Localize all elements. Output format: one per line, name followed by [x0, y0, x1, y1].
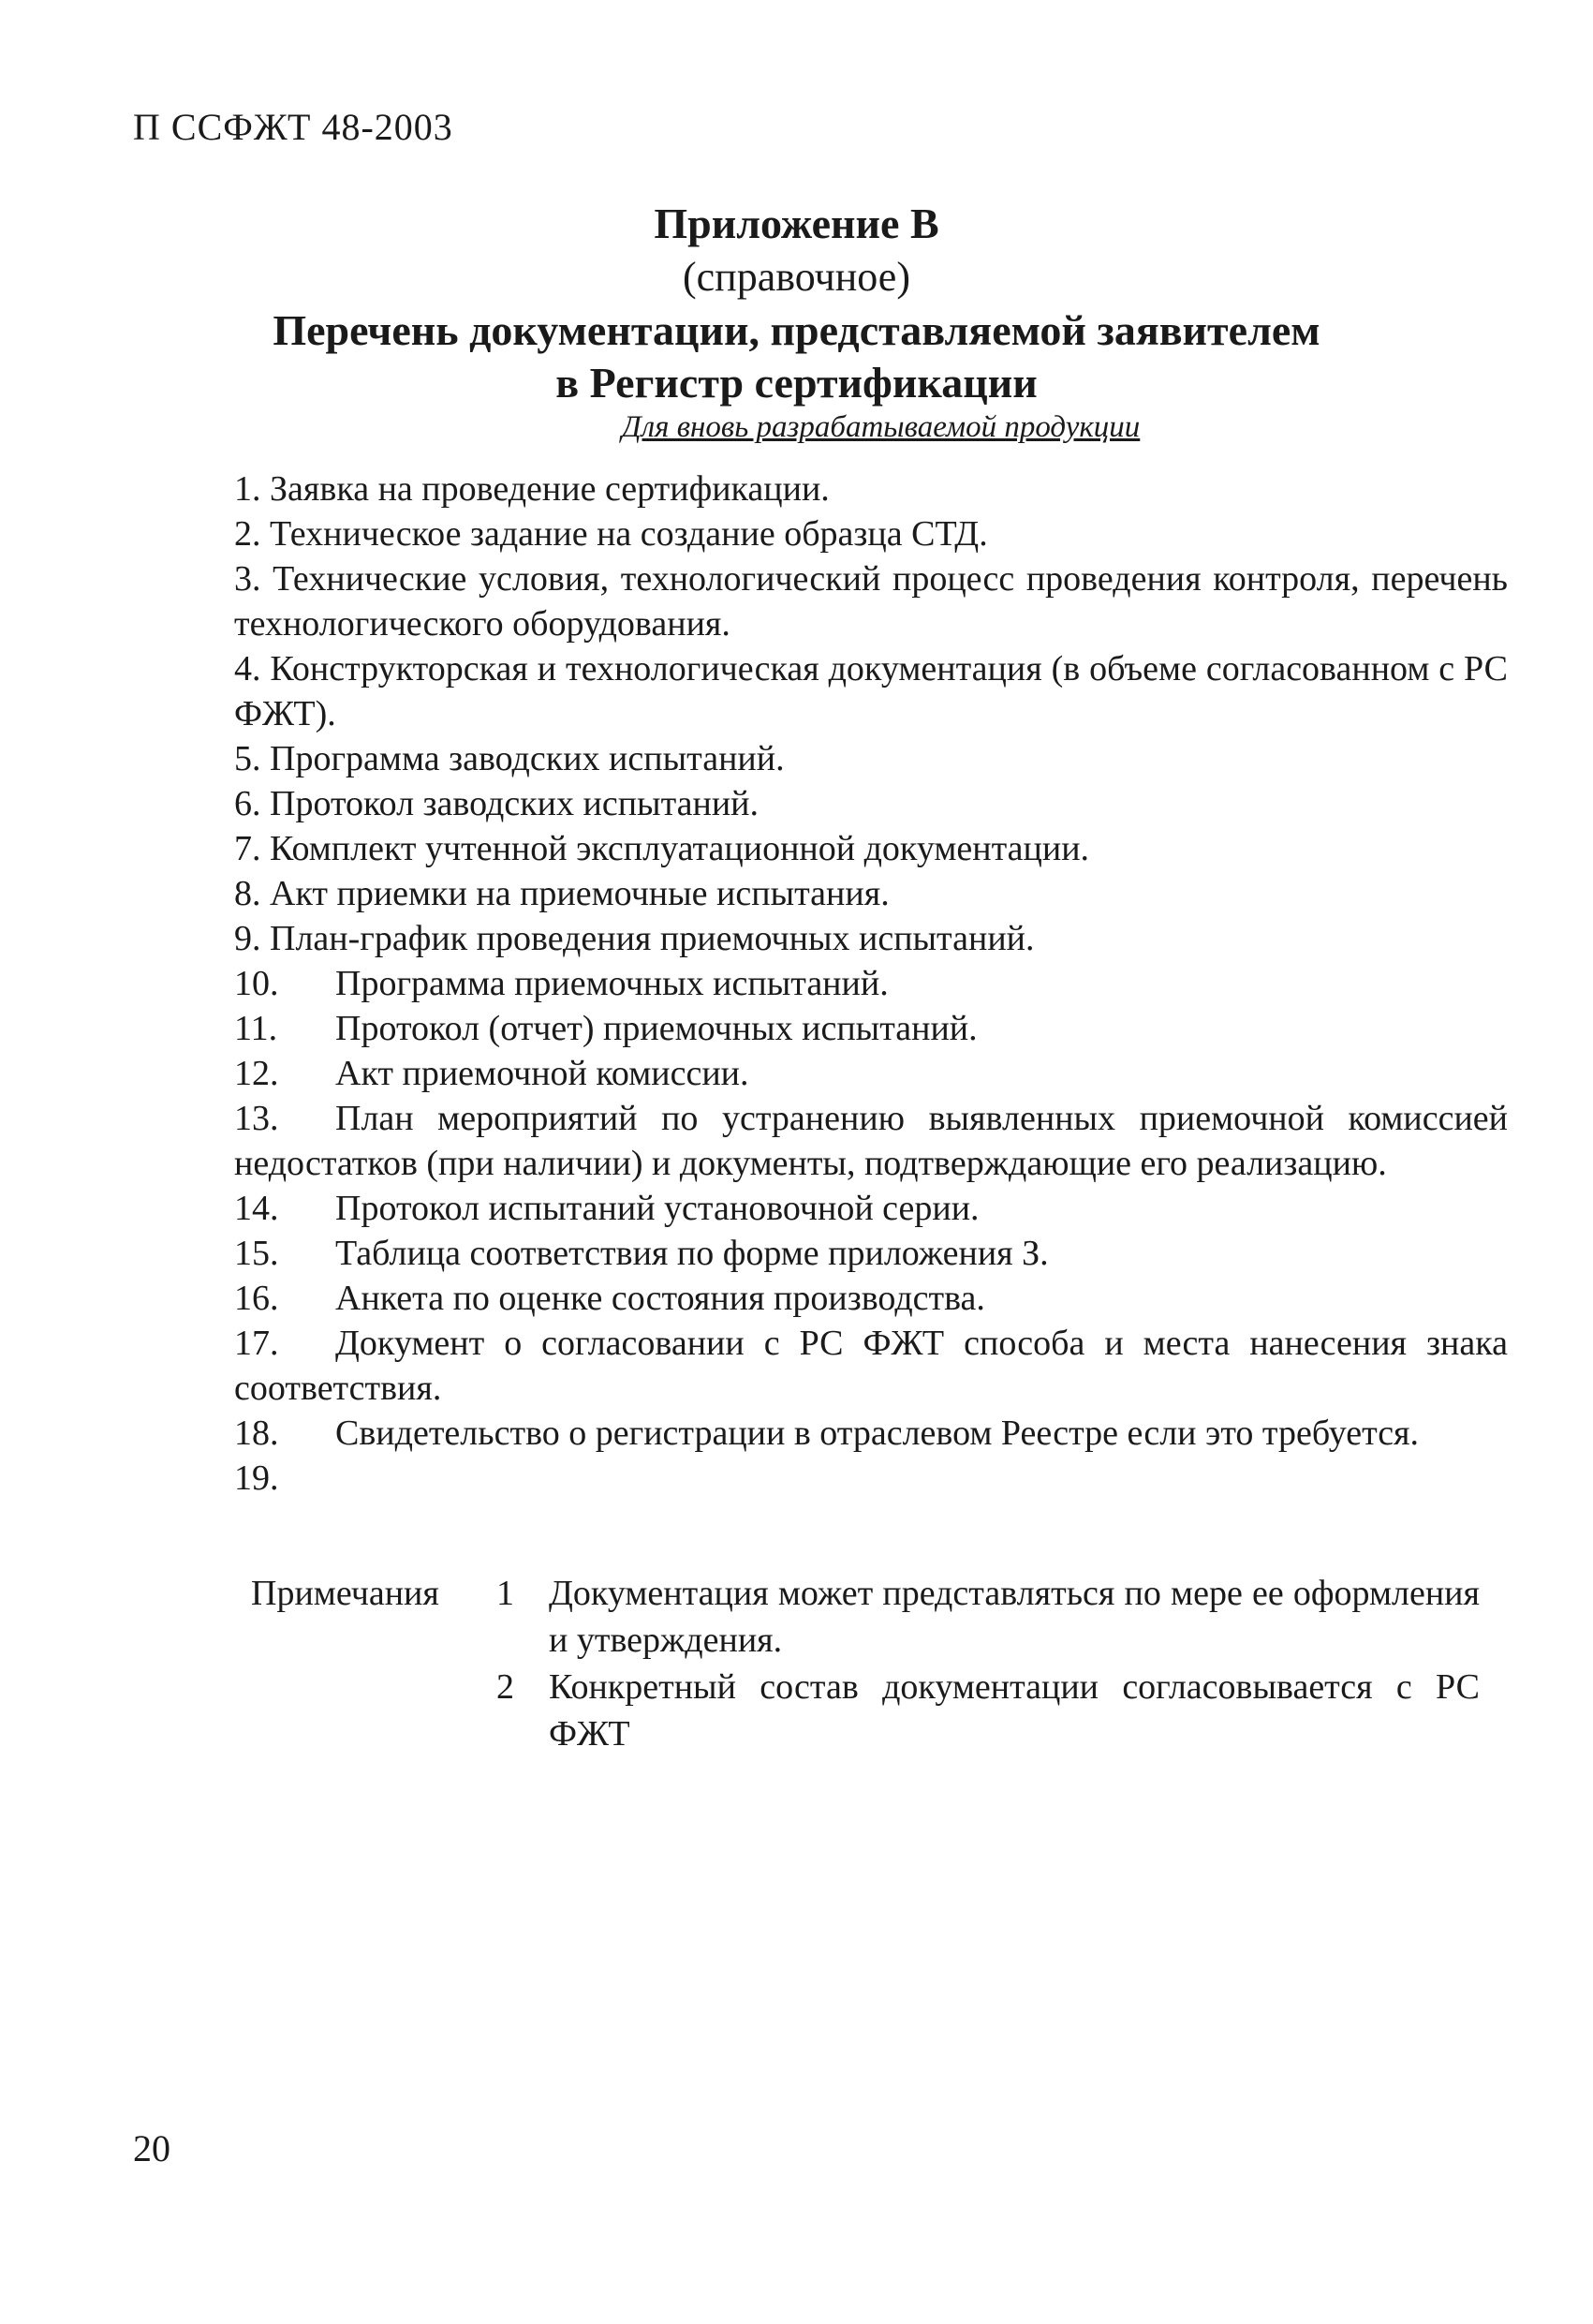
list-item-number: 13. — [234, 1099, 279, 1138]
note-text: Конкретный состав документации согласовывается с РС ФЖТ — [549, 1667, 1480, 1754]
documentation-list — [234, 466, 1508, 1501]
list-item-text: Технические условия, технологический процесс проведения контроля, перечень технологического оборудования. — [234, 559, 1509, 644]
list-item — [234, 916, 1508, 961]
page-subtitle: Для вновь разрабатываемой продукции — [621, 410, 1141, 444]
list-item-number: 9. — [234, 919, 261, 958]
list-item — [234, 1231, 1508, 1276]
list-item — [234, 961, 1508, 1006]
list-item — [234, 1051, 1508, 1096]
notes-label-spacer — [251, 1664, 496, 1757]
list-item-number: 2. — [234, 514, 261, 554]
list-item — [234, 1276, 1508, 1321]
list-item-number: 1. — [234, 469, 261, 509]
list-item-number: 15. — [234, 1234, 279, 1273]
list-item — [234, 511, 1508, 556]
list-item-text: Таблица соответствия по форме приложения З. — [335, 1234, 1049, 1273]
list-item-text: Документ о согласовании с РС ФЖТ способа и места нанесения знака соответствия. — [234, 1324, 1508, 1408]
list-item — [234, 1006, 1508, 1051]
list-item-number: 6. — [234, 784, 261, 823]
list-item-number: 18. — [234, 1414, 279, 1453]
appendix-heading: Приложение В — [654, 200, 939, 247]
list-item-number: 10. — [234, 964, 279, 1003]
note-row — [251, 1570, 1480, 1664]
list-item — [234, 1096, 1508, 1186]
list-item-text: Протокол (отчет) приемочных испытаний. — [335, 1009, 978, 1048]
list-item-text: Акт приемки на приемочные испытания. — [270, 874, 890, 913]
list-item-text: Протокол испытаний установочной серии. — [335, 1189, 980, 1228]
list-item — [234, 1456, 1508, 1501]
list-item-number: 19. — [234, 1458, 279, 1498]
list-item-number: 16. — [234, 1279, 279, 1318]
list-item-text: Программа заводских испытаний. — [270, 739, 785, 778]
list-item-number: 14. — [234, 1189, 279, 1228]
list-item-text: Программа приемочных испытаний. — [335, 964, 889, 1003]
list-item-text: Свидетельство о регистрации в отраслевом Реестре если это требуется. — [335, 1414, 1420, 1453]
list-item — [234, 871, 1508, 916]
list-item-text: План мероприятий по устранению выявленных приемочной комиссией недостатков (при наличии) и документы, подтверждающие его реализацию. — [234, 1099, 1508, 1183]
list-item — [234, 1186, 1508, 1231]
page-title-line-1: Перечень документации, представляемой заявителем — [273, 306, 1320, 354]
list-item-text: Акт приемочной комиссии. — [335, 1054, 749, 1093]
note-row — [251, 1664, 1480, 1757]
list-item-text: Протокол заводских испытаний. — [270, 784, 760, 823]
page-title-line-2: в Регистр сертификации — [555, 359, 1038, 407]
list-item-number: 17. — [234, 1324, 279, 1363]
list-item — [234, 1321, 1508, 1411]
notes-section — [251, 1570, 1480, 1757]
list-item — [234, 556, 1508, 646]
list-item-number: 3. — [234, 559, 261, 599]
list-item-number: 11. — [234, 1009, 278, 1048]
note-number: 2 — [496, 1667, 514, 1707]
note-text: Документация может представляться по мере ее оформления и утверждения. — [549, 1574, 1480, 1660]
page-number: 20 — [133, 2127, 170, 2169]
list-item-text: Заявка на проведение сертификации. — [270, 469, 830, 509]
list-item-number: 4. — [234, 649, 261, 688]
list-item-number: 5. — [234, 739, 261, 778]
list-item-text: Конструкторская и технологическая документация (в объеме согласованном с РС ФЖТ). — [234, 649, 1509, 733]
list-item — [234, 826, 1508, 871]
document-code: П ССФЖТ 48-2003 — [133, 106, 453, 148]
list-item-text: Комплект учтенной эксплуатационной документации. — [270, 829, 1090, 868]
list-item — [234, 1411, 1508, 1456]
notes-label: Примечания — [251, 1574, 439, 1613]
list-item-text: План-график проведения приемочных испытаний. — [270, 919, 1035, 958]
list-item — [234, 781, 1508, 826]
list-item — [234, 466, 1508, 511]
list-item — [234, 736, 1508, 781]
note-number: 1 — [496, 1574, 514, 1613]
list-item-text: Анкета по оценке состояния производства. — [335, 1279, 985, 1318]
list-item-number: 8. — [234, 874, 261, 913]
appendix-type: (справочное) — [683, 254, 910, 300]
list-item — [234, 646, 1508, 736]
list-item-number: 12. — [234, 1054, 279, 1093]
list-item-number: 7. — [234, 829, 261, 868]
list-item-text: Техническое задание на создание образца СТД. — [270, 514, 988, 554]
